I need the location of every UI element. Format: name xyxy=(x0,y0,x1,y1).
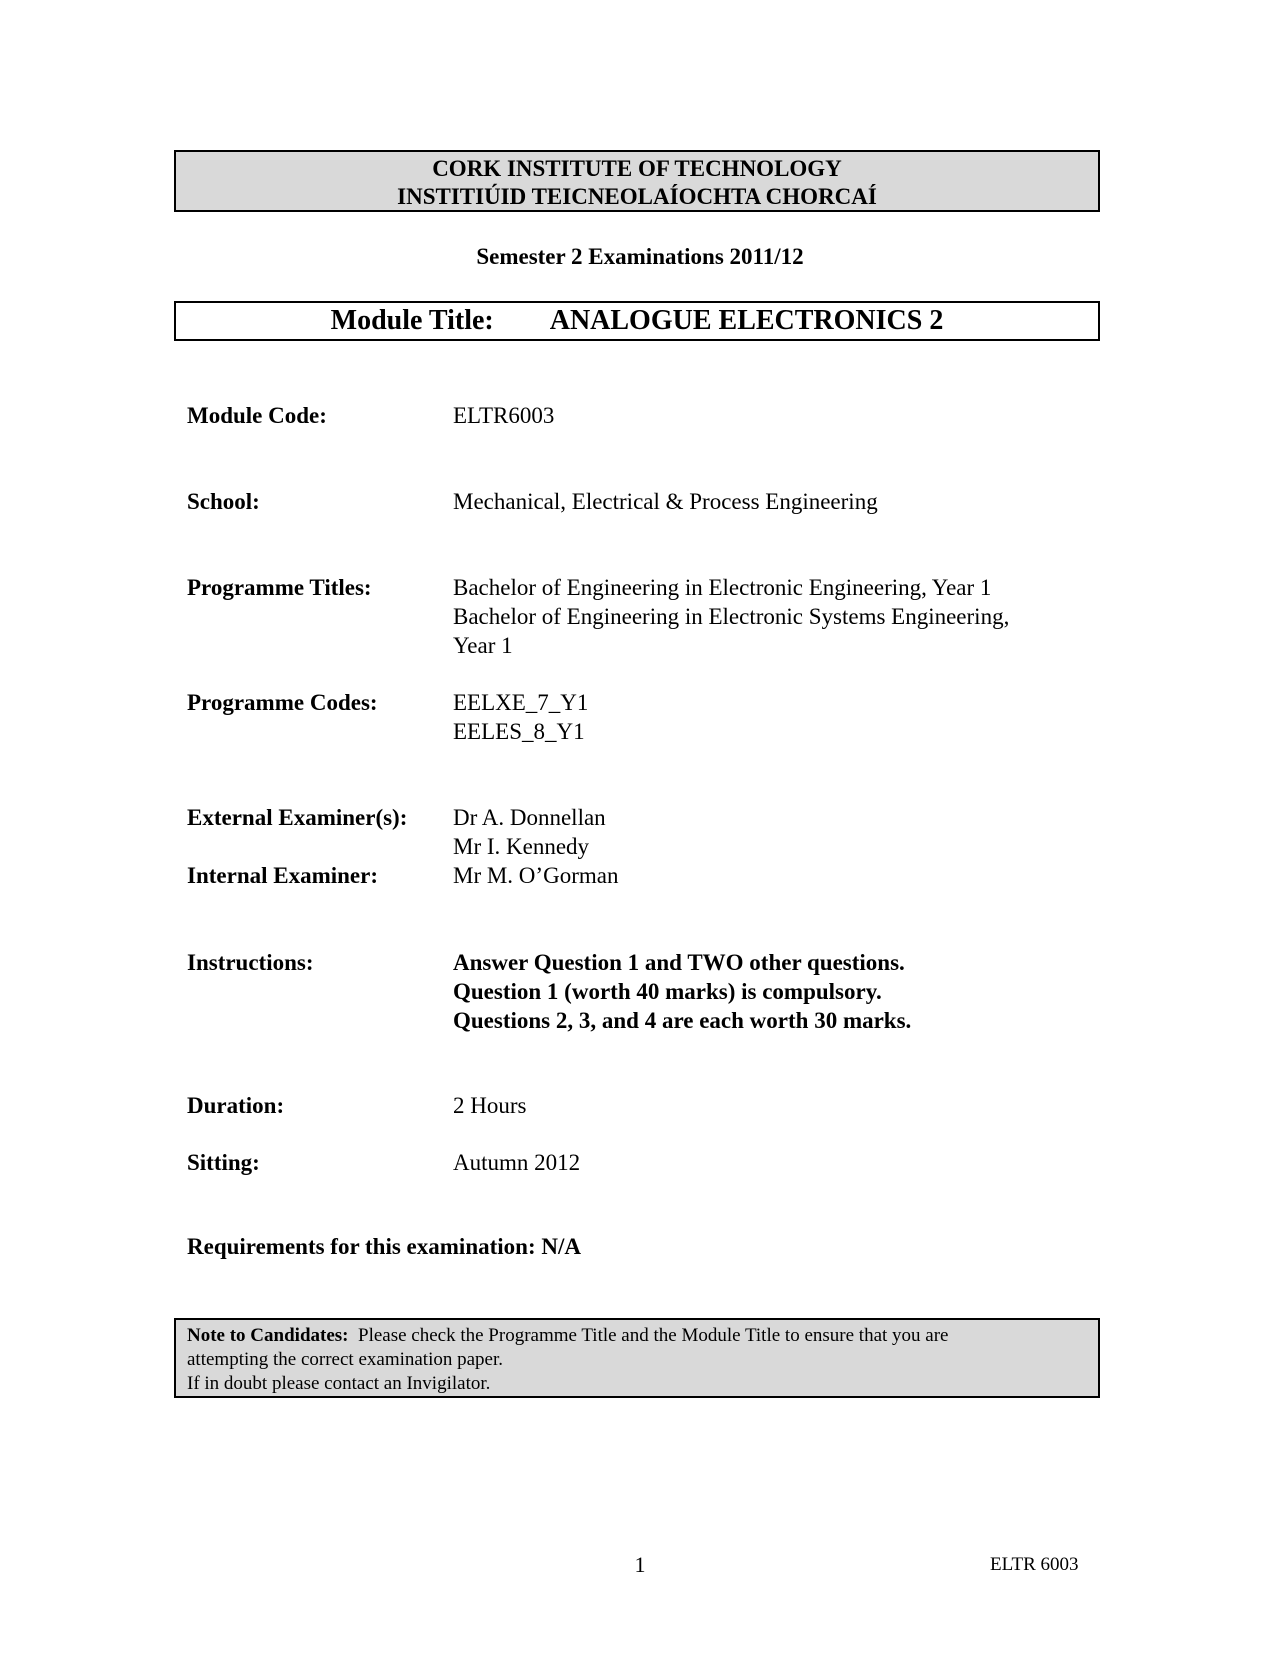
note-to-candidates-box xyxy=(174,1318,1100,1398)
external-examiner-line: Dr A. Donnellan xyxy=(453,805,606,830)
institution-name-irish: INSTITIÚID TEICNEOLAÍOCHTA CHORCAÍ xyxy=(397,184,877,209)
note-text: Please check the Programme Title and the Module Title to ensure that you are xyxy=(358,1325,949,1346)
module-title-box xyxy=(174,301,1100,341)
note-line: If in doubt please contact an Invigilator. xyxy=(187,1373,491,1394)
external-examiner-line: Mr I. Kennedy xyxy=(453,834,590,859)
semester-heading: Semester 2 Examinations 2011/12 xyxy=(476,244,804,269)
internal-examiner-label: Internal Examiner: xyxy=(187,863,379,888)
programme-code-line: EELES_8_Y1 xyxy=(453,719,585,744)
instruction-line: Questions 2, 3, and 4 are each worth 30 marks. xyxy=(453,1008,912,1033)
internal-examiner-value: Mr M. O’Gorman xyxy=(453,863,619,888)
sitting-label: Sitting: xyxy=(187,1150,260,1175)
instruction-line: Answer Question 1 and TWO other questions. xyxy=(453,950,905,975)
programme-codes-label: Programme Codes: xyxy=(187,690,378,715)
footer-module-code: ELTR 6003 xyxy=(990,1554,1079,1575)
duration-value: 2 Hours xyxy=(453,1093,527,1118)
programme-title-line: Bachelor of Engineering in Electronic Systems Engineering, xyxy=(453,604,1010,629)
external-examiners-label: External Examiner(s): xyxy=(187,805,408,830)
instruction-line: Question 1 (worth 40 marks) is compulsory. xyxy=(453,979,882,1004)
school-value: Mechanical, Electrical & Process Engineering xyxy=(453,489,878,514)
module-code-value: ELTR6003 xyxy=(453,403,555,428)
note-line xyxy=(187,1324,1087,1348)
school-label: School: xyxy=(187,489,260,514)
institution-name-english: CORK INSTITUTE OF TECHNOLOGY xyxy=(432,156,842,181)
programme-titles-label: Programme Titles: xyxy=(187,575,372,600)
requirements-line: Requirements for this examination: N/A xyxy=(187,1234,581,1259)
module-title-label: Module Title: xyxy=(330,305,494,336)
sitting-value: Autumn 2012 xyxy=(453,1150,581,1175)
programme-title-line: Bachelor of Engineering in Electronic Engineering, Year 1 xyxy=(453,575,992,600)
module-title-value: ANALOGUE ELECTRONICS 2 xyxy=(549,305,944,336)
note-line: attempting the correct examination paper. xyxy=(187,1349,504,1370)
instructions-label: Instructions: xyxy=(187,950,314,975)
programme-titles-value xyxy=(453,573,1073,660)
note-label: Note to Candidates: xyxy=(187,1325,349,1346)
duration-label: Duration: xyxy=(187,1093,285,1118)
programme-title-line: Year 1 xyxy=(453,633,513,658)
instructions-value xyxy=(453,948,1073,1035)
page-number: 1 xyxy=(634,1552,646,1577)
institution-header xyxy=(174,150,1100,212)
module-code-label: Module Code: xyxy=(187,403,327,428)
programme-code-line: EELXE_7_Y1 xyxy=(453,690,589,715)
programme-codes-value xyxy=(453,688,1073,746)
external-examiners-value xyxy=(453,803,1073,861)
